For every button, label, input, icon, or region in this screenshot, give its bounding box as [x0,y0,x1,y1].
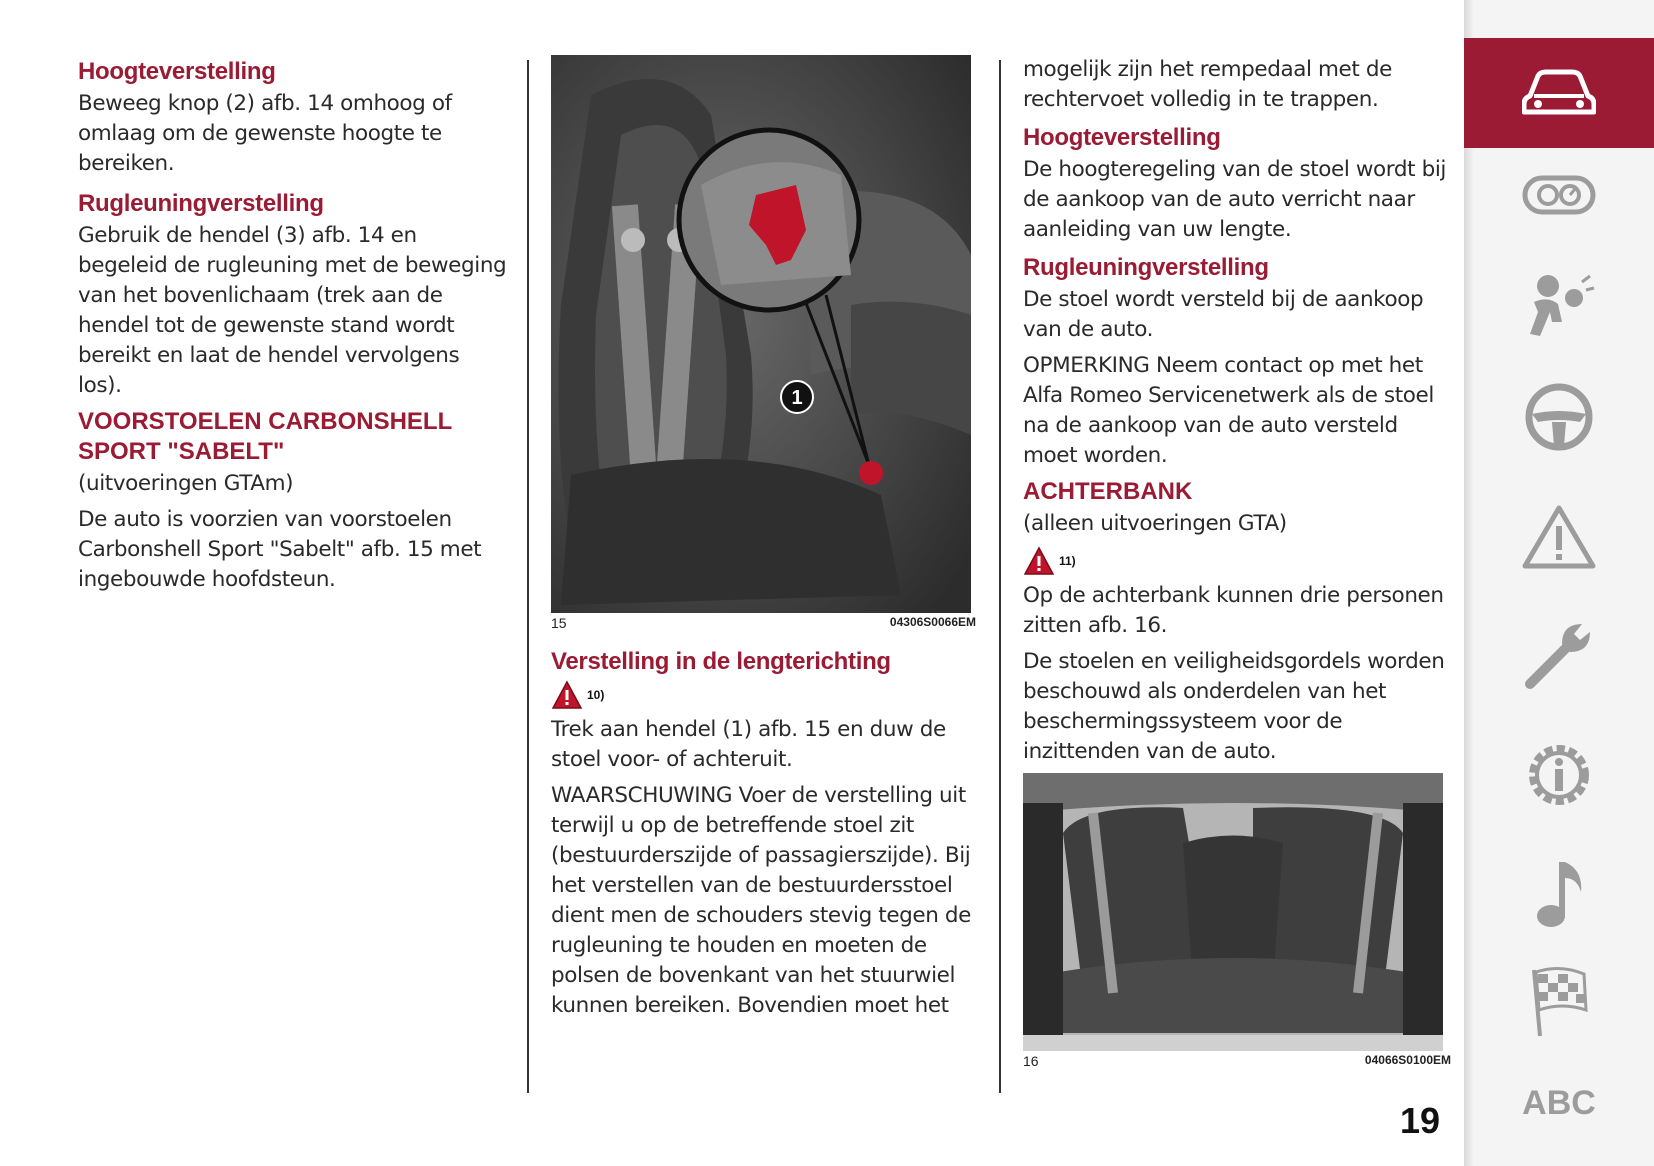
dashboard-icon [1522,170,1596,220]
figure-16-code: 04066S0100EM [1364,1053,1451,1067]
column-3 [1023,55,1451,1069]
paragraph-backrest-adjust: Gebruik de hendel (3) afb. 14 en begeleid de rugleuning met de beweging van het bovenlichaam (trek aan de hendel tot de gewenste stand wordt bereikt en laat de hendel vervolgens los). [78,223,507,398]
figure-15-code: 04306S0066EM [889,615,976,629]
page-number: 19 [1400,1100,1441,1141]
tab-car[interactable] [1464,38,1654,148]
figure-16-number: 16 [1023,1053,1039,1069]
wrench-icon [1522,618,1596,692]
paragraph-backrest-adjust-2: De stoel wordt versteld bij de aankoop van de auto. [1023,287,1424,342]
paragraph-versions-gtam: (uitvoeringen GTAm) [78,471,294,496]
paragraph-height-adjust-2: De hoogteregeling van de stoel wordt bij de aankoop van de auto verricht naar aanleiding van uw lengte. [1023,157,1446,242]
paragraph-note: OPMERKING Neem contact op met het Alfa Romeo Servicenetwerk als de stoel na de aankoop van de auto versteld moet worden. [1023,353,1434,468]
tab-driving[interactable] [1464,362,1654,472]
tab-emergency[interactable] [1464,482,1654,592]
tab-safety[interactable] [1464,250,1654,360]
tab-multimedia[interactable] [1464,838,1654,948]
paragraph-warning: WAARSCHUWING Voer de verstelling uit terwijl u op de betreffende stoel zit (bestuurderszijde of passagierszijde). Bij het verstellen van de bestuurdersstoel dient men de schouders stevig tegen de rugleuning te houden en moeten de polsen de bovenkant van het stuurwiel kunnen bereiken. Bovendien moet het [551,783,971,1018]
warning-ref-10 [551,679,976,711]
warning-ref-label: 10) [587,688,605,702]
column-1 [78,55,508,601]
heading-height-adjust: Hoogteverstelling [78,58,276,85]
car-icon [1522,68,1596,118]
paragraph-rear-1: Op de achterbank kunnen drie personen zitten afb. 16. [1023,583,1444,638]
tab-index[interactable] [1464,946,1654,1056]
heading-backrest-adjust: Rugleuningverstelling [78,190,324,217]
callout-1: 1 [791,387,803,409]
front-seat-image [551,55,971,613]
column-divider-2 [999,60,1001,1093]
heading-length-adjust: Verstelling in de lengterichting [551,648,891,675]
info-gear-icon [1522,738,1596,812]
heading-front-seats: VOORSTOELEN CARBONSHELL SPORT "SABELT" [78,408,452,465]
airbag-icon [1522,272,1596,338]
figure-16-caption [1023,1053,1451,1069]
column-2 [551,55,976,1027]
heading-height-adjust-2: Hoogteverstelling [1023,124,1221,151]
figure-15-caption [551,615,976,631]
tab-abc-index[interactable]: ABC [1522,1084,1596,1122]
tab-dashboard[interactable] [1464,140,1654,250]
paragraph-height-adjust: Beweeg knop (2) afb. 14 omhoog of omlaag om de gewenste hoogte te bereiken. [78,91,452,176]
steering-wheel-icon [1524,382,1594,452]
rear-bench-image [1023,773,1443,1051]
paragraph-continued: mogelijk zijn het rempedaal met de rechtervoet volledig in te trappen. [1023,57,1392,112]
warning-icon [1522,504,1596,570]
tab-technical-data[interactable] [1464,720,1654,830]
warning-ref-11 [1023,545,1451,577]
tab-maintenance[interactable] [1464,600,1654,710]
heading-backrest-adjust-2: Rugleuningverstelling [1023,254,1269,281]
chapter-sidebar [1464,0,1654,1166]
paragraph-length-adjust: Trek aan hendel (1) afb. 15 en duw de stoel voor- of achteruit. [551,717,946,772]
column-divider-1 [527,60,529,1093]
warning-triangle-icon [1023,546,1055,576]
figure-15-number: 15 [551,615,567,631]
warning-ref-label: 11) [1059,554,1076,568]
figure-16 [1023,773,1451,1069]
paragraph-versions-gta: (alleen uitvoeringen GTA) [1023,511,1287,536]
music-note-icon [1529,856,1589,930]
paragraph-front-seats: De auto is voorzien van voorstoelen Carbonshell Sport "Sabelt" afb. 15 met ingebouwde hoofdsteun. [78,507,482,592]
warning-triangle-icon [551,680,583,710]
figure-15 [551,55,976,631]
checkered-flag-icon [1524,964,1594,1038]
paragraph-rear-2: De stoelen en veiligheidsgordels worden beschouwd als onderdelen van het beschermingssysteem voor de inzittenden van de auto. [1023,649,1445,764]
heading-rear-bench: ACHTERBANK [1023,478,1193,505]
